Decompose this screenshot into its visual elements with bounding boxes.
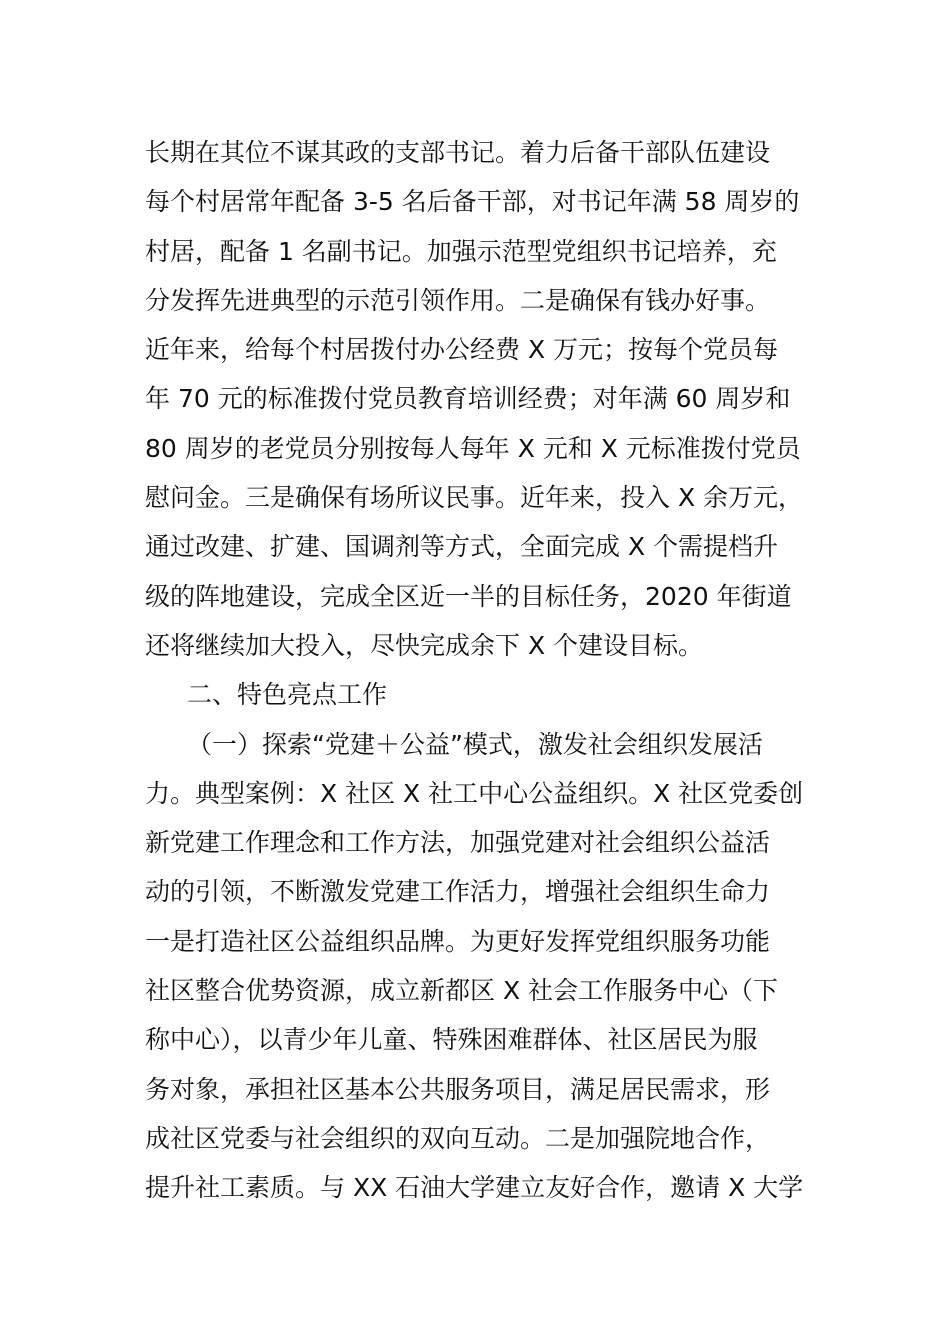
text-line: 一是打造社区公益组织品牌。为更好发挥党组织服务功能 (145, 926, 771, 956)
text-line: 通过改建、扩建、国调剂等方式，全面完成 X 个需提档升 (145, 532, 779, 562)
text-line: 级的阵地建设，完成全区近一半的目标任务，2020 年街道 (145, 581, 792, 611)
text-line: 年 70 元的标准拨付党员教育培训经费；对年满 60 周岁和 (145, 384, 791, 414)
section-heading: 二、特色亮点工作 (187, 680, 388, 710)
text-line: 村居，配备 1 名副书记。加强示范型党组织书记培养，充 (145, 236, 777, 266)
text-line: 每个村居常年配备 3-5 名后备干部，对书记年满 58 周岁的 (145, 187, 800, 217)
text-line: 还将继续加大投入，尽快完成余下 X 个建设目标。 (145, 630, 704, 660)
text-line: 成社区党委与社会组织的双向互动。二是加强院地合作， (145, 1123, 771, 1153)
text-line: 近年来，给每个村居拨付办公经费 X 万元；按每个党员每 (145, 335, 779, 365)
text-line: 80 周岁的老党员分别按每人每年 X 元和 X 元标准拨付党员 (145, 433, 801, 463)
text-line: 务对象，承担社区基本公共服务项目，满足居民需求，形 (145, 1074, 771, 1104)
text-line: 动的引领，不断激发党建工作活力，增强社会组织生命力 (145, 877, 771, 907)
text-line: 长期在其位不谋其政的支部书记。着力后备干部队伍建设 (145, 138, 771, 167)
text-line: 提升社工素质。与 XX 石油大学建立友好合作，邀请 X 大学 (145, 1173, 804, 1203)
text-line: 称中心），以青少年儿童、特殊困难群体、社区居民为服 (145, 1025, 758, 1055)
body-text (145, 128, 825, 1213)
text-line: 新党建工作理念和工作方法，加强党建对社会组织公益活 (145, 828, 771, 858)
text-line: 分发挥先进典型的示范引领作用。二是确保有钱办好事。 (145, 285, 771, 315)
subsection-heading: （一）探索“党建＋公益”模式，激发社会组织发展活 (187, 729, 763, 759)
text-line: 力。典型案例：X 社区 X 社工中心公益组织。X 社区党委创 (145, 778, 804, 808)
text-line: 慰问金。三是确保有场所议民事。近年来，投入 X 余万元， (145, 483, 804, 513)
text-line: 社区整合优势资源，成立新都区 X 社会工作服务中心（下 (145, 976, 779, 1006)
